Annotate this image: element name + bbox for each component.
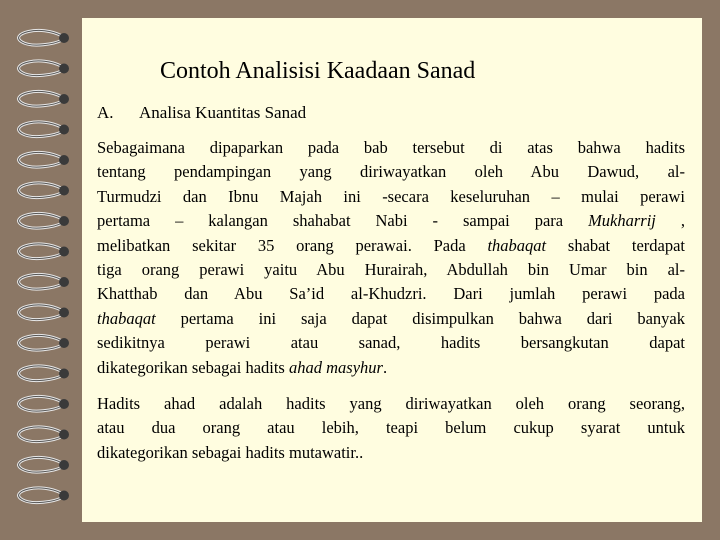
paragraph-1-line: Sebagaimana dipaparkan pada bab tersebut di atas bahwa hadits <box>97 138 685 157</box>
paragraph-1-line: pertama – kalangan shahabat Nabi - sampai para Mukharrij , <box>97 211 685 231</box>
binding-ring-icon <box>19 305 69 320</box>
binding-ring-icon <box>19 61 69 76</box>
paragraph-1-line: dikategorikan sebagai hadits ahad masyhur. <box>97 357 388 377</box>
binding-ring-icon <box>19 457 69 472</box>
binding-ring-icon <box>19 91 69 106</box>
section-heading-text: Analisa Kuantitas Sanad <box>139 103 307 122</box>
paragraph-1-line: tentang pendampingan yang diriwayatkan oleh Abu Dawud, al- <box>97 162 685 182</box>
binding-ring-icon <box>19 30 69 45</box>
binding-ring-icon <box>19 244 69 259</box>
binding-ring-icon <box>19 274 69 289</box>
paragraph-1-line: thabaqat pertama ini saja dapat disimpulkan bahwa dari banyak <box>97 308 685 328</box>
binding-ring-icon <box>19 152 69 167</box>
paragraph-1-line: melibatkan sekitar 35 orang perawai. Pada thabaqat shabat terdapat <box>97 235 685 255</box>
paragraph-2-line: dikategorikan sebagai hadits mutawatir.. <box>97 442 364 462</box>
binding-ring-icon <box>19 488 69 503</box>
paragraph-1-line: Turmudzi dan Ibnu Majah ini -secara keseluruhan – mulai perawi <box>97 186 685 206</box>
paragraph-1-line: sedikitnya perawi atau sanad, hadits bersangkutan dapat <box>97 333 685 353</box>
paragraph-1 <box>97 136 685 380</box>
italic-term: ahad masyhur <box>288 357 383 377</box>
binding-ring-icon <box>19 427 69 442</box>
section-heading <box>97 103 306 123</box>
binding-ring-icon <box>19 213 69 228</box>
italic-term: thabaqat <box>97 308 156 328</box>
page-title: Contoh Analisisi Kaadaan Sanad <box>160 58 476 84</box>
paragraph-2-line: Hadits ahad adalah hadits yang diriwayatkan oleh orang seorang, <box>97 394 685 413</box>
italic-term: Mukharrij <box>588 211 656 231</box>
section-letter: A. <box>97 103 114 122</box>
binding-ring-icon <box>19 122 69 137</box>
paragraph-1-line: tiga orang perawi yaitu Abu Hurairah, Abdullah bin Umar bin al- <box>97 260 685 280</box>
paragraph-2-line: atau dua orang atau lebih, teapi belum cukup syarat untuk <box>97 418 685 438</box>
paragraph-2 <box>97 392 685 465</box>
paragraph-1-line: Khatthab dan Abu Sa’id al-Khudzri. Dari jumlah perawi pada <box>97 284 685 304</box>
binding-ring-icon <box>19 335 69 350</box>
binding-ring-icon <box>19 366 69 381</box>
binding-ring-icon <box>19 183 69 198</box>
binding-ring-icon <box>19 396 69 411</box>
italic-term: thabaqat <box>487 235 547 255</box>
